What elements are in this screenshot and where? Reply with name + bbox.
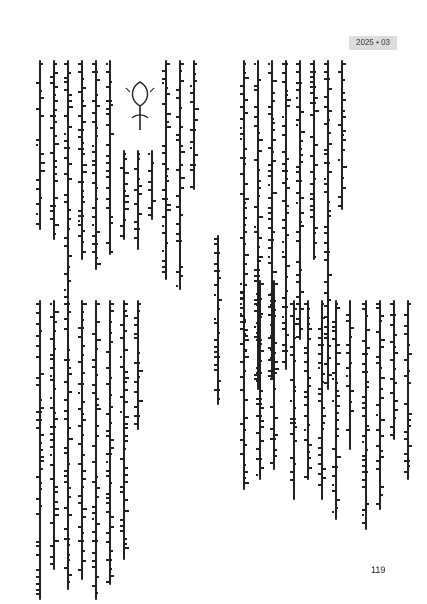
- text-column: [290, 300, 298, 500]
- text-column: [318, 300, 326, 500]
- text-column: [338, 60, 346, 210]
- decorative-ornament-icon: [122, 78, 158, 136]
- citation-column: [256, 280, 264, 480]
- text-column: [50, 300, 58, 570]
- text-column: [134, 150, 142, 250]
- text-column: [304, 300, 312, 480]
- text-column: [148, 150, 156, 220]
- text-column: [310, 60, 318, 260]
- text-column: [78, 60, 86, 260]
- text-column: [376, 300, 384, 510]
- text-column: [176, 60, 184, 290]
- text-column: [404, 300, 412, 480]
- text-column: [64, 60, 72, 300]
- text-column: [50, 60, 58, 240]
- text-column: [36, 60, 44, 230]
- text-column: [92, 300, 100, 600]
- text-column: [120, 300, 128, 560]
- text-column: [190, 60, 198, 190]
- article-title: [214, 235, 222, 405]
- text-column: [106, 60, 114, 255]
- text-column: [362, 300, 370, 530]
- text-column: [120, 150, 128, 240]
- text-column: [282, 60, 290, 370]
- text-column: [346, 300, 354, 450]
- text-column: [162, 60, 170, 280]
- text-column: [36, 300, 44, 600]
- citation-column: [240, 280, 248, 490]
- text-column: [390, 300, 398, 440]
- issue-tag: 2025 • 03: [349, 36, 397, 50]
- citation-column: [270, 280, 278, 470]
- page-number: 119: [371, 565, 386, 575]
- text-column: [332, 300, 340, 520]
- text-column: [106, 300, 114, 585]
- text-column: [92, 60, 100, 270]
- text-column: [296, 60, 304, 340]
- text-column: [64, 300, 72, 590]
- text-column: [78, 300, 86, 580]
- text-column: [134, 300, 142, 430]
